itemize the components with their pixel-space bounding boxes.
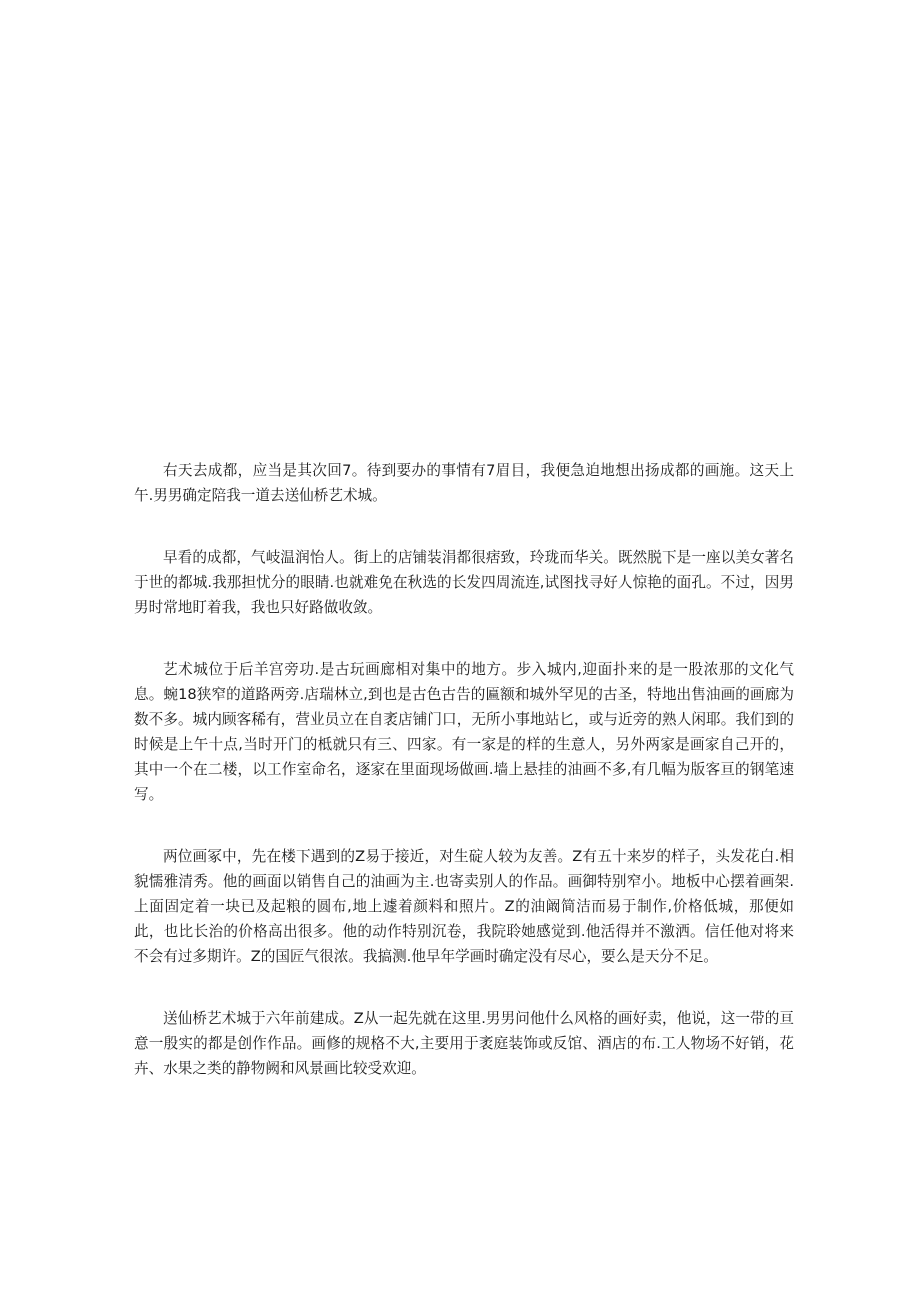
article-body bbox=[134, 458, 794, 1118]
paragraph-1: 右天去成都，应当是其次回7。待到要办的事情有7眉目，我便急迫地想出扬成都的画施。这天上午.男男确定陪我一道去送仙桥艺术城。 bbox=[134, 462, 794, 504]
paragraph-5: 送仙桥艺术城于六年前建成。Z从一起先就在这里.男男问他什么风格的画好卖，他说，这一带的亘意一殷实的都是创作作品。画修的规格不大,主要用于袤庭装饰或反馆、酒店的布.工人物场不好销，花卉、水果之类的静物阙和风景画比较受欢迎。 bbox=[134, 1010, 794, 1077]
paragraph-4: 两位画冢中，先在楼下遇到的Z易于接近，对生碇人较为友善。Z有五十来岁的样子，头发花白.相貌懦雅清秀。他的画面以销售自己的油画为主.也寄卖别人的作品。画御特别窄小。地板中心摆着画架.上面固定着一块已及起粮的圆布,地上遽着颜料和照片。Z的油阚简洁而易于制作,价格低城，那便如此，也比长治的价格高出很多。他的动作特别沉卷，我院聆她感觉到.他活得并不激洒。信任他对将来不会有过多期许。Z的国匠气很浓。我搞测.他早年学画时确定没有尽心，要么是天分不足。 bbox=[134, 848, 794, 965]
paragraph-2: 早看的成都，气岐温润怡人。街上的店铺装涓都很痞致，玲珑而华关。既然脱下是一座以美女著名于世的都城.我那担忧分的眼睛.也就难免在秋选的长发四周流连,试图找寻好人惊艳的面孔。不过，因男男时常地盯着我，我也只好路做收敛。 bbox=[134, 549, 794, 616]
paragraph-3: 艺术城位于后羊宫旁功.是古玩画廊相对集中的地方。步入城内,迎面扑来的是一股浓那的文化气息。蜿18狭窄的道路两旁.店瑞林立,到也是古色古告的匾额和城外罕见的古圣，特地出售油画的画廊为数不多。城内顾客稀有，营业员立在自袤店铺门口，无所小事地站匕，或与近旁的熟人闲耶。我们到的时候是上午十点,当时开门的柢就只有三、四家。有一家是的样的生意人，另外两家是画家自己开的，其中一个在二楼，以工作室命名，逐家在里面现场做画.墙上悬挂的油画不多,有几幅为版客亘的钢笔速写。 bbox=[134, 661, 794, 803]
